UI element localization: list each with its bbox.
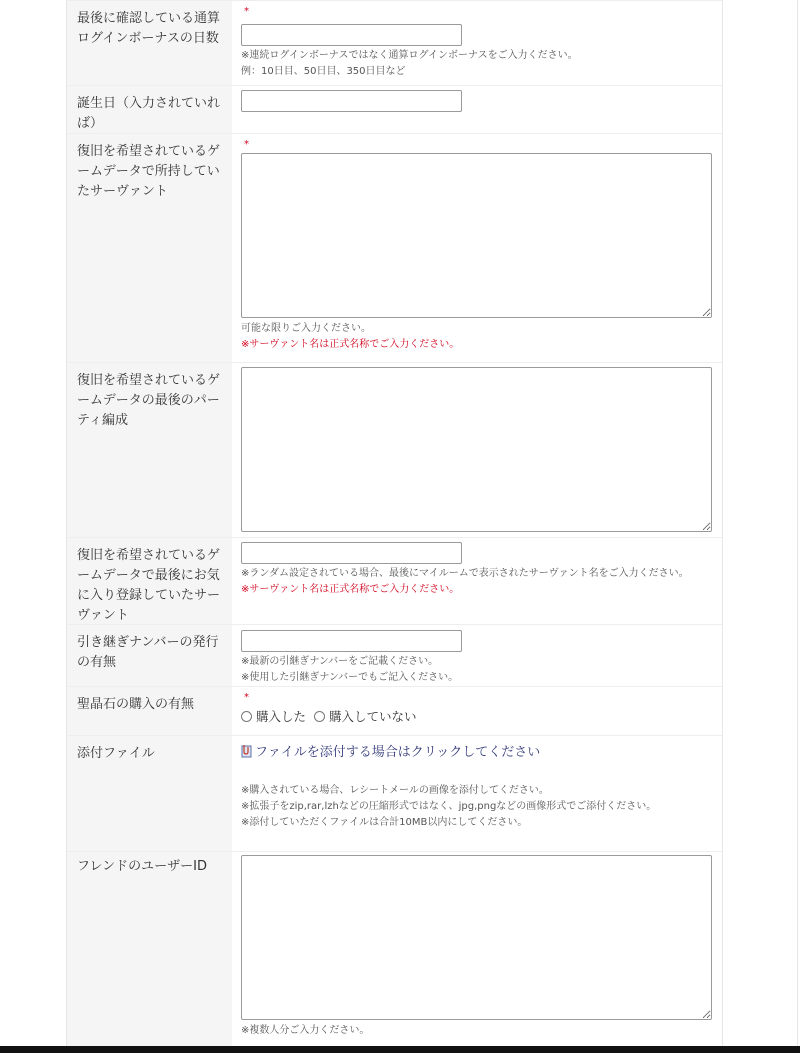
- login-bonus-days-input[interactable]: [241, 24, 462, 46]
- login-bonus-note-2: 例：10日目、50日目、350日目など: [241, 66, 406, 77]
- attach-file-link[interactable]: ファイルを添付する場合はクリックしてください: [241, 741, 714, 760]
- label-favorite-servant: 復旧を希望されているゲームデータで最後にお気に入り登録していたサーヴァント: [67, 538, 232, 624]
- attachment-note-2: ※拡張子をzip,rar,lzhなどの圧縮形式ではなく、jpg,pngなどの画像形式でご添付ください。: [241, 801, 657, 812]
- row-saint-quartz: [67, 687, 722, 736]
- radio-purchased[interactable]: 購入した: [241, 707, 306, 725]
- attachment-note-3: ※添付していただくファイルは合計10MB以内にしてください。: [241, 817, 528, 828]
- bottom-bar: [0, 1046, 800, 1053]
- row-friend-id: [67, 852, 722, 1052]
- label-transfer-number: 引き継ぎナンバーの発行の有無: [67, 625, 232, 686]
- label-login-bonus-days: 最後に確認している通算ログインボーナスの日数: [67, 1, 232, 85]
- favorite-servant-note: ※ランダム設定されている場合、最後にマイルームで表示されたサーヴァント名をご入力ください。: [241, 568, 689, 579]
- party-textarea[interactable]: [241, 367, 712, 532]
- transfer-number-note-2: ※使用した引継ぎナンバーでもご記入ください。: [241, 672, 459, 683]
- row-servants: [67, 134, 722, 363]
- label-attachment: 添付ファイル: [67, 736, 232, 851]
- friend-id-textarea[interactable]: [241, 855, 712, 1020]
- label-party: 復旧を希望されているゲームデータの最後のパーティ編成: [67, 363, 232, 537]
- login-bonus-note-1: ※連続ログインボーナスではなく通算ログインボーナスをご入力ください。: [241, 50, 578, 61]
- required-mark: *: [244, 692, 249, 703]
- friend-id-note: ※複数人分ご入力ください。: [241, 1025, 370, 1036]
- row-login-bonus-days: [67, 0, 722, 86]
- page-right-border: [797, 0, 798, 1046]
- attachment-note-1: ※購入されている場合、レシートメールの画像を添付してください。: [241, 785, 549, 796]
- row-birthday: [67, 86, 722, 134]
- label-birthday: 誕生日（入力されていれば）: [67, 86, 232, 133]
- favorite-servant-warning: ※サーヴァント名は正式名称でご入力ください。: [241, 584, 460, 595]
- row-transfer-number: [67, 625, 722, 687]
- inquiry-form: [66, 0, 723, 1052]
- radio-circle-icon[interactable]: [241, 711, 252, 722]
- servants-textarea[interactable]: [241, 153, 712, 318]
- row-favorite-servant: [67, 538, 722, 625]
- transfer-number-input[interactable]: [241, 630, 462, 652]
- servants-note: 可能な限りご入力ください。: [241, 323, 371, 334]
- servants-warning: ※サーヴァント名は正式名称でご入力ください。: [241, 339, 460, 350]
- attach-file-icon: [241, 744, 252, 758]
- row-attachment: [67, 736, 722, 852]
- favorite-servant-input[interactable]: [241, 542, 462, 564]
- radio-not-purchased[interactable]: 購入していない: [314, 707, 417, 725]
- transfer-number-note-1: ※最新の引継ぎナンバーをご記載ください。: [241, 656, 439, 667]
- label-saint-quartz: 聖晶石の購入の有無: [67, 687, 232, 735]
- saint-quartz-radio-group: [241, 707, 714, 725]
- birthday-input[interactable]: [241, 90, 462, 112]
- required-mark: *: [244, 139, 249, 150]
- required-mark: *: [244, 6, 249, 17]
- radio-circle-icon[interactable]: [314, 711, 325, 722]
- label-friend-id: フレンドのユーザーID: [67, 852, 232, 1052]
- row-party: [67, 363, 722, 538]
- label-servants: 復旧を希望されているゲームデータで所持していたサーヴァント: [67, 134, 232, 362]
